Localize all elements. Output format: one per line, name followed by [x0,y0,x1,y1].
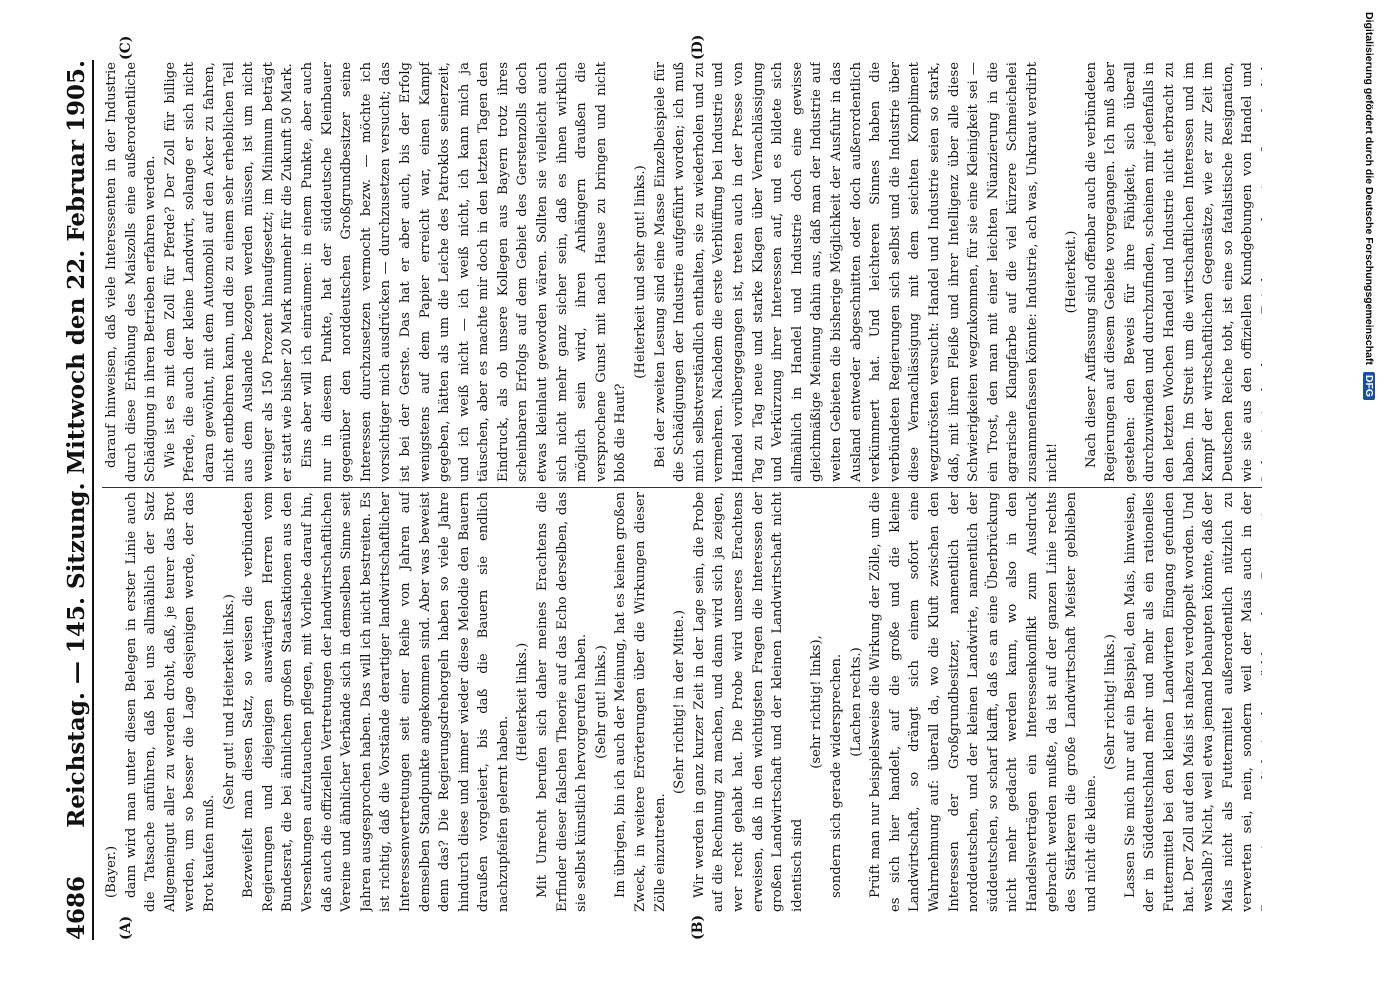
paragraph: Wir werden in ganz kurzer Zeit in der Lage sein, die Probe auf die Rechnung zu machen, und dann wird sich ja zeigen, wer recht gehabt hat. Die Probe wird unseres Erachtens erweisen, daß in den wichtigsten Fragen die Interessen der großen Landwirtschaft und der kleinen Landwirtschaft nicht identisch sind [691,492,805,912]
margin-mark-b: (B) [690,914,706,940]
interjection: (Sehr gut! und Heiterkeit links.) [221,594,237,810]
interjection: (Sehr richtig! links.) [1103,634,1119,770]
paragraph: darauf hinweisen, daß viele Interessenten in der Industrie durch diese Erhöhung des Maiszolls eine außerordentliche Schädigung in ihren Betrieben erfahren werden. [104,62,159,482]
session-title: Reichstag. — 145. Sitzung. Mittwoch den 22. Februar 1905. [63,60,90,828]
paragraph: Bezweifelt man diesen Satz, so weisen die verbündeten Regierungen und diejenigen auswärtigen Herren vom Bundesrat, die bei ähnlichen großen Staatsaktionen aus den Versenkungen aufzutauchen pflegen, mit Vorliebe darauf hin, daß auch die offiziellen Vertretungen der landwirtschaftlichen Vereine und ähnlicher Verbände sich in demselben Sinne seit Jahren ausgesprochen haben. Das will ich nicht bestreiten. Es ist richtig, daß die Vorstände derartiger landwirtschaftlicher Interessenvertretungen seit einer Reihe von Jahren auf demselben Standpunkte angekommen sind. Aber was beweist denn das? Die Regierungsdrehorgeln haben so viele Jahre hindurch diese und immer wieder diese Melodie den Bauern draußen vorgeleiert, bis daß die Bauern sie endlich nachzupfeifen gelernt haben. [241,492,511,912]
paragraph: Lassen Sie mich nur auf ein Beispiel, den Mais, hinweisen, der in Süddeutschland mehr und mehr als ein rationelles Futtermittel bei den kleinen Landwirten Eingang gefunden hat. Der Zoll auf den Mais ist nahezu verdoppelt worden. Und weshalb? Nicht, weil etwa jemand behaupten könnte, daß der Mais nicht als Futtermittel außerordentlich nützlich zu verwerten sei, nein, sondern weil der Mais auch in der [1122,492,1256,912]
digitization-stamp [1361,12,1377,612]
interjection: (Sehr gut! links.) [593,645,609,759]
paragraph: Bei der zweiten Lesung sind eine Masse Einzelbeispiele für die Schädigungen der Industrie aufgeführt worden; ich muß mich selbstverständlich enthalten, sie zu wiederholen und zu vermehren. Nachdem die erste Verblüffung bei Industrie und Handel vorübergegangen ist, treten auch in der Presse von Tag zu Tag neue und starke Klagen über Vernachlässigung und Verkürzung ihrer Interessen auf, und es bildete sich allmählich in Handel und Industrie doch eine gewisse gleichmäßige Meinung dahin aus, daß man der Industrie auf weiten Gebieten die bisherige Möglichkeit der Ausfuhr in das Ausland entweder abgeschnitten oder doch außerordentlich verkümmert hat. Und leichteren Sinnes haben die verbündeten Regierungen sich selbst und die Industrie über diese Vernachlässigung mit dem seichten Kompliment wegzutrösten versucht: Handel und Industrie seien so stark, daß, mit ihrem Fleiße und ihrer Intelligenz über alle diese Schwierigkeiten wegzukommen, für sie eine Kleinigkeit sei — ein Trost, den man mit einer leichten Nüanzierung in die agrarische Klangfarbe auf die viel kürzere Schmeichelei zusammenfassen könnte: Industrie, ach was, Unkraut verdirbt nicht! [652,62,1060,482]
margin-mark-c: (C) [118,35,134,60]
paragraph: Wie ist es mit dem Zoll für Pferde? Der Zoll für billige Pferde, die auch der kleine Landwirt, solange er sich nicht daran gewöhnt, mit dem Automobil auf den Acker zu fahren, nicht entbehren kann, und die zu einem sehr erheblichen Teil aus dem Auslande bezogen werden müssen, ist um nicht weniger als 150 Prozent hinaufgesetzt; im Minimum beträgt er statt wie bisher 20 Mark nunmehr für die Zukunft 50 Mark. [162,62,296,482]
interjection: (Heiterkeit.) [1064,230,1080,314]
interjection: (Heiterkeit links.) [515,642,531,762]
paragraph: sondern sich gerade widersprechen. [828,653,844,898]
column-divider [102,487,1262,488]
paragraph: Prüft man nur beispielsweise die Wirkung der Zölle, um die es sich hier handelt, auf die große und die kleine Landwirtschaft, so drängt sich einem sofort eine Wahrnehmung auf: überall da, wo die Kluft zwischen den Interessen der Großgrundbesitzer, namentlich der norddeutschen, und der kleinen Landwirte, namentlich der süddeutschen, so scharf klafft, daß es an eine Überbrückung nicht mehr gedacht werden kann, wo also in den Handelsverträgen ein Interessenkonflikt zum Ausdruck gebracht werden mußte, da ist auf der ganzen Linie rechts des Stärkeren die große Landwirtschaft Meister geblieben und nicht die kleine. [868,492,1099,912]
margin-mark-a: (A) [118,915,134,940]
paragraph: Im übrigen, bin ich auch der Meinung, hat es keinen großen Zweck, in weitere Erörterungen über die Wirkungen dieser Zölle einzutreten. [613,492,668,912]
margin-mark-d: (D) [690,34,706,60]
paragraph: dann wird man unter diesen Belegen in erster Linie auch die Tatsache anführen, daß bei uns allmählich der Satz Allgemeingut aller zu werden droht, daß, je teurer das Brot werden, um so besser die Lage desjenigen werde, der das Brot kaufen muß. [123,492,217,912]
interjection: (sehr richtig! links), [809,635,825,769]
paragraph: (Bayer.) [104,845,119,898]
interjection: (Heiterkeit und sehr gut! links.) [633,165,649,379]
paragraph: Nach dieser Auffassung sind offenbar auch die verbündeten Regierungen auf diesem Gebiete vorgegangen. Ich muß aber gestehen: den Beweis für ihre Fähigkeit, sich überall durchzuwinden und durchzufinden, scheinen mir jedenfalls in den letzten Wochen Handel und Industrie nicht erbracht zu haben. Im Streit um die wirtschaftlichen Interessen und im Kampf der wirtschaftlichen Gegensätze, wie er zur Zeit im Deutschen Reiche tobt, ist eine so fatalistische Resignation, wie sie aus den offiziellen Kundgebungen von Handel und [1083,62,1256,482]
paragraph: Eins aber will ich einräumen: in einem Punkte, aber auch nur in diesem Punkte, hat der süddeutsche Kleinbauer gegenüber den norddeutschen Großgrundbesitzer seine Interessen durchzusetzen vermocht bezw. — möchte ich vorsichtiger mich ausdrücken — durchzusetzen versucht; das ist bei der Gerste. Das hat er aber auch, bis der Erfolg wenigstens auf dem Papier erreicht war, einen Kampf gegeben, hätten als um die Leiche des Patroklos seinerzeit, und ich weiß nicht — ich weiß nicht, ich kann mich ja täuschen, aber es machte mir doch in den letzten Tagen den Eindruck, als ob unsere Kollegen aus Bayern trotz ihres scheinbaren Erfolgs auf dem Gebiet des Gerstenzolls doch etwas kleinlaut geworden wären. Sollten sie vielleicht auch sich nicht mehr ganz sicher sein, daß es ihnen wirklich möglich sein wird, ihren Anhängern draußen die versprochene Gunst mit nach Hause zu bringen und nicht bloß die Haut? [299,62,629,482]
dfg-logo: DFG [1363,372,1375,400]
page-number: 4686 [63,875,90,940]
interjection: (Sehr richtig! in der Mitte.) [672,610,688,794]
interjection: (Lachen rechts.) [848,647,864,757]
page-header [56,60,90,940]
left-column [102,492,1262,912]
right-column [102,62,1262,482]
header-rule [92,60,94,940]
stamp-text: Digitalisierung gefördert durch die Deutsche Forschungsgemeinschaft [1363,12,1375,365]
paragraph: Mit Unrecht berufen sich daher meines Erachtens die Erfinder dieser falschen Theorie auf das Echo derselben, das sie selbst künstlich hervorgerufen haben. [535,492,590,912]
